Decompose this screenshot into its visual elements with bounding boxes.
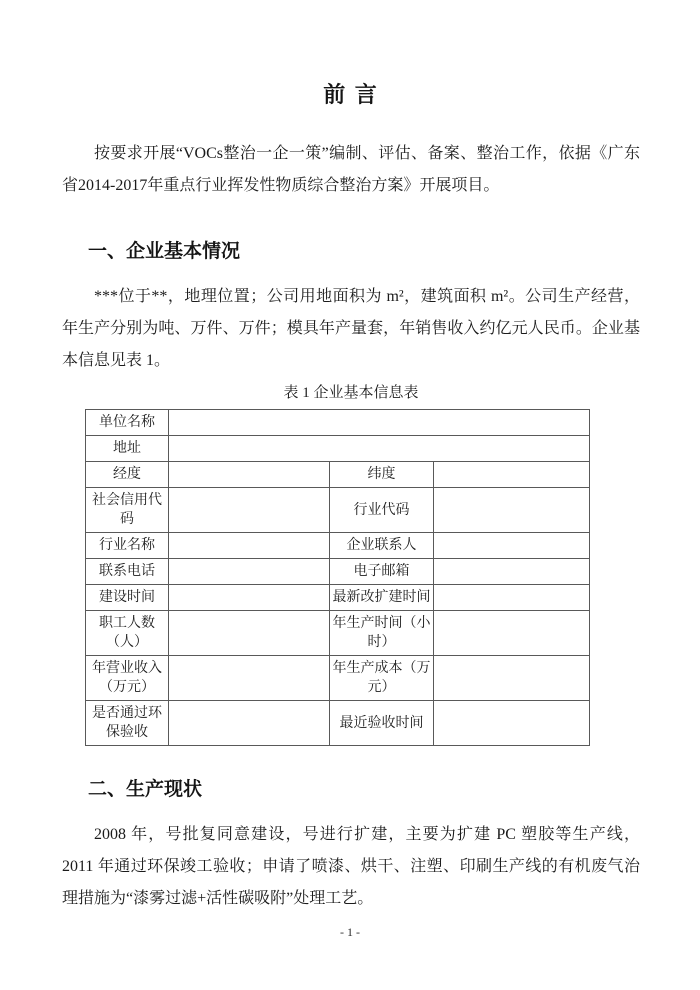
table-label-cell: 单位名称: [86, 410, 169, 436]
table-row: [86, 533, 590, 559]
table-row: [86, 488, 590, 533]
table-label-cell: 年生产成本（万元）: [330, 656, 434, 701]
section-2-paragraph: 2008 年，号批复同意建设，号进行扩建，主要为扩建 PC 塑胶等生产线， 2011 年通过环保竣工验收；申请了喷漆、烘干、注塑、印刷生产线的有机废气治理措施为“漆雾过滤+活性碳吸附”处理工艺。: [62, 826, 640, 907]
section-2-heading: 二、生产现状: [88, 779, 203, 800]
table-label-cell: 建设时间: [86, 585, 169, 611]
table-caption: 表 1 企业基本信息表: [283, 385, 419, 401]
table-value-cell: [434, 611, 590, 656]
table-value-cell: [169, 656, 330, 701]
table-value-cell: [169, 701, 330, 746]
table-value-cell: [169, 585, 330, 611]
table-value-cell: [169, 410, 590, 436]
table-label-cell: 联系电话: [86, 559, 169, 585]
table-label-cell: 经度: [86, 462, 169, 488]
table-label-cell: 社会信用代码: [86, 488, 169, 533]
table-label-cell: 行业名称: [86, 533, 169, 559]
table-value-cell: [169, 559, 330, 585]
table-row: [86, 559, 590, 585]
table-value-cell: [169, 488, 330, 533]
table-value-cell: [434, 488, 590, 533]
table-row: [86, 410, 590, 436]
table-value-cell: [434, 462, 590, 488]
table-value-cell: [434, 656, 590, 701]
table-value-cell: [169, 436, 590, 462]
table-label-cell: 年营业收入（万元）: [86, 656, 169, 701]
basic-info-table: [85, 409, 590, 746]
table-value-cell: [434, 585, 590, 611]
table-row: [86, 701, 590, 746]
table-label-cell: 行业代码: [330, 488, 434, 533]
table-label-cell: 电子邮箱: [330, 559, 434, 585]
table-row: [86, 656, 590, 701]
table-row: [86, 436, 590, 462]
table-label-cell: 企业联系人: [330, 533, 434, 559]
table-label-cell: 最新改扩建时间: [330, 585, 434, 611]
table-label-cell: 是否通过环保验收: [86, 701, 169, 746]
section-1-paragraph: ***位于**，地理位置；公司用地面积为 m²，建筑面积 m²。公司生产经营，年生产分别为吨、万件、万件；模具年产量套，年销售收入约亿元人民币。企业基本信息见表 1。: [62, 288, 640, 369]
table-row: [86, 462, 590, 488]
table-label-cell: 职工人数（人）: [86, 611, 169, 656]
table-row: [86, 585, 590, 611]
table-value-cell: [434, 701, 590, 746]
table-value-cell: [169, 533, 330, 559]
table-label-cell: 最近验收时间: [330, 701, 434, 746]
table-value-cell: [434, 559, 590, 585]
section-1-heading: 一、企业基本情况: [88, 241, 241, 262]
table-label-cell: 年生产时间（小时）: [330, 611, 434, 656]
table-value-cell: [169, 611, 330, 656]
table-row: [86, 611, 590, 656]
table-label-cell: 纬度: [330, 462, 434, 488]
document-title: 前 言: [323, 82, 379, 107]
table-value-cell: [434, 533, 590, 559]
preface-paragraph: 按要求开展“VOCs整治一企一策”编制、评估、备案、整治工作，依据《广东省2014-2017年重点行业挥发性物质综合整治方案》开展项目。: [62, 145, 640, 194]
table-label-cell: 地址: [86, 436, 169, 462]
page-number: - 1 -: [340, 925, 360, 939]
table-value-cell: [169, 462, 330, 488]
